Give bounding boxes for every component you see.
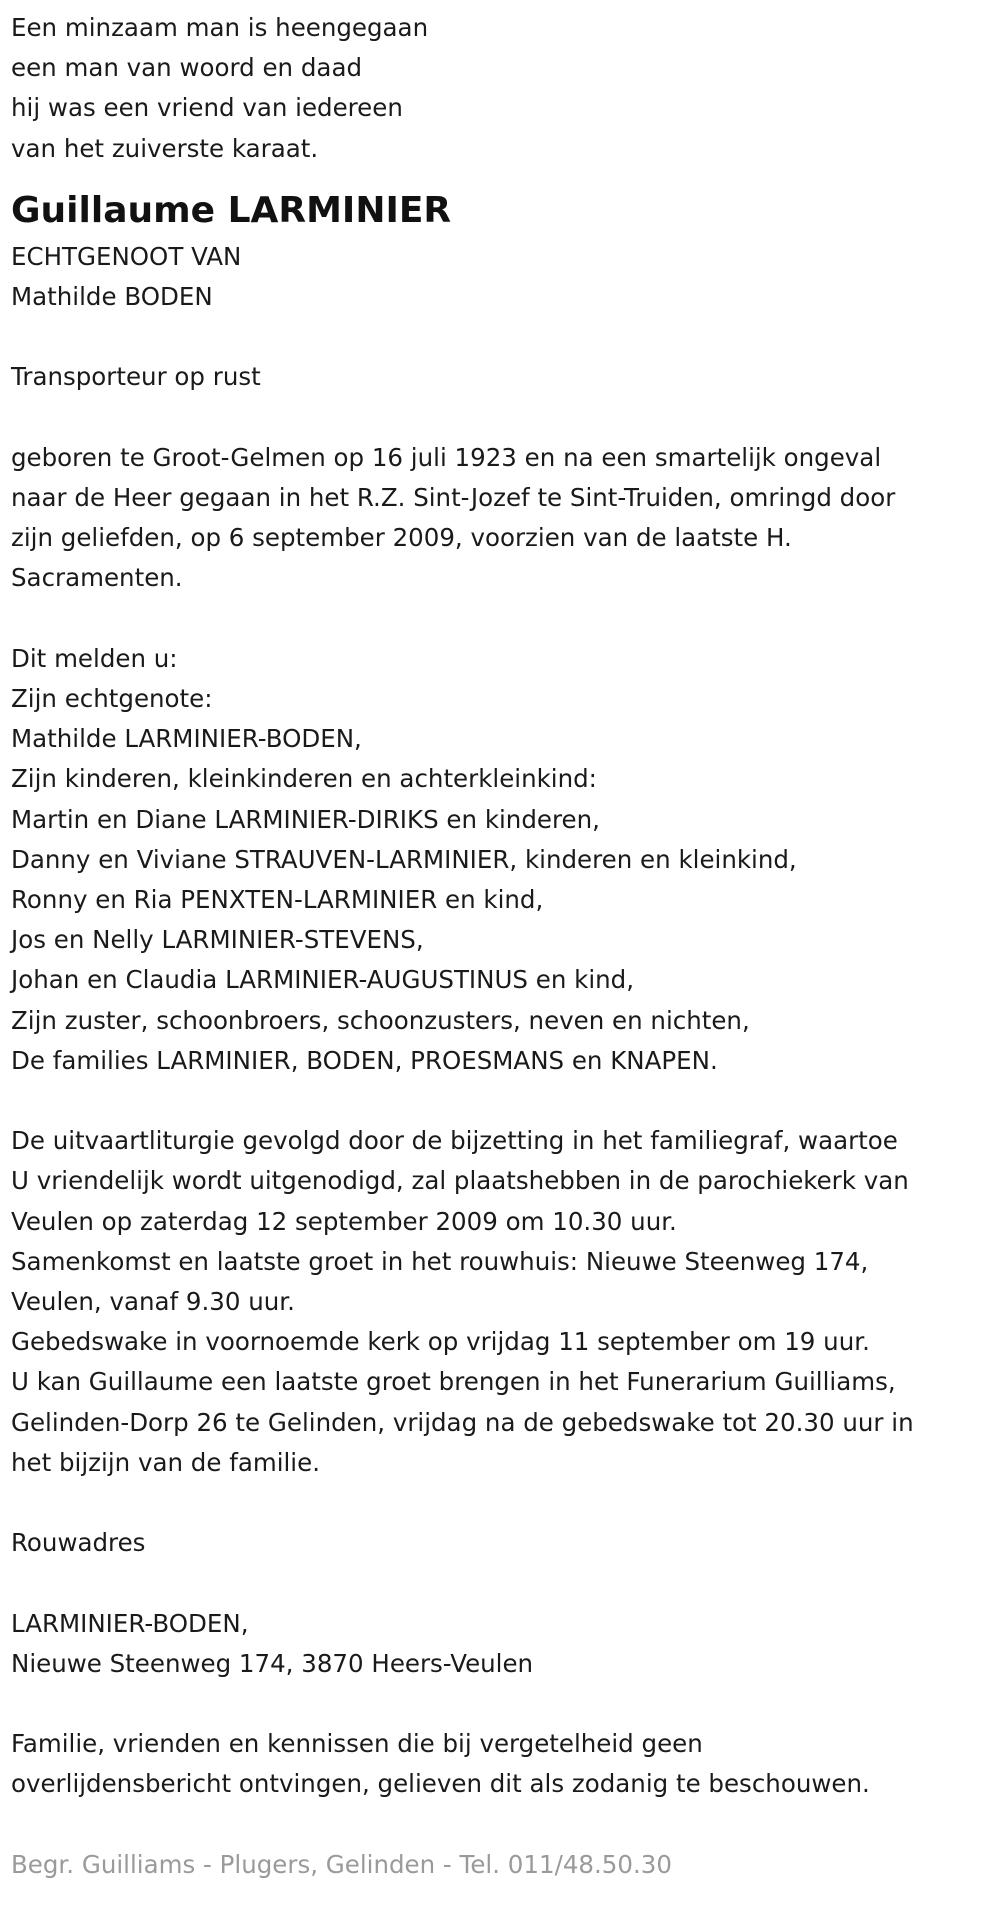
announcer-line: Mathilde LARMINIER-BODEN,: [11, 724, 362, 754]
paragraph-line: zijn geliefden, op 6 september 2009, voorzien van de laatste H.: [11, 523, 792, 553]
poem-line: Een minzaam man is heengegaan: [11, 13, 429, 42]
announcer-line: Zijn kinderen, kleinkinderen en achterkleinkind:: [11, 764, 597, 794]
funeral-details: [11, 1121, 996, 1483]
announcer-line: De families LARMINIER, BODEN, PROESMANS en KNAPEN.: [11, 1045, 718, 1075]
deceased-name: Guillaume LARMINIER: [11, 189, 452, 231]
funeral-director-footer: Begr. Guilliams - Plugers, Gelinden - Tel. 011/48.50.30: [11, 1849, 672, 1879]
spacer: [11, 1483, 996, 1523]
relation-label: ECHTGENOOT VAN: [11, 241, 242, 271]
paragraph-line: Sacramenten.: [11, 563, 183, 593]
poem-line: hij was een vriend van iedereen: [11, 93, 403, 123]
funeral-line: Gelinden-Dorp 26 te Gelinden, vrijdag na de gebedswake tot 20.30 uur in: [11, 1407, 914, 1437]
spacer: [11, 1563, 996, 1603]
funeral-line: U vriendelijk wordt uitgenodigd, zal plaatshebben in de parochiekerk van: [11, 1166, 909, 1196]
address-heading: Rouwadres: [11, 1528, 146, 1558]
announcer-line: Zijn zuster, schoonbroers, schoonzusters, neven en nichten,: [11, 1005, 750, 1035]
announcer-line: Danny en Viviane STRAUVEN-LARMINIER, kinderen en kleinkind,: [11, 844, 797, 874]
spacer: [11, 1081, 996, 1121]
obituary-page: [11, 8, 996, 1885]
birth-death-paragraph: [11, 438, 996, 599]
spouse-name: Mathilde BODEN: [11, 282, 213, 312]
poem-line: een man van woord en daad: [11, 53, 363, 83]
notice-paragraph: [11, 1724, 996, 1804]
paragraph-line: geboren te Groot-Gelmen op 16 juli 1923 en na een smartelijk ongeval: [11, 442, 882, 472]
funeral-line: De uitvaartliturgie gevolgd door de bijzetting in het familiegraf, waartoe: [11, 1126, 898, 1156]
profession: Transporteur op rust: [11, 362, 261, 392]
funeral-line: Veulen, vanaf 9.30 uur.: [11, 1287, 295, 1317]
announcers-list: [11, 639, 996, 1081]
address-street: Nieuwe Steenweg 174, 3870 Heers-Veulen: [11, 1648, 534, 1678]
announcer-line: Johan en Claudia LARMINIER-AUGUSTINUS en kind,: [11, 965, 635, 995]
deceased-info: [11, 187, 996, 398]
funeral-line: Samenkomst en laatste groet in het rouwhuis: Nieuwe Steenweg 174,: [11, 1246, 869, 1276]
address-name: LARMINIER-BODEN,: [11, 1608, 249, 1638]
funeral-line: U kan Guillaume een laatste groet brengen in het Funerarium Guilliams,: [11, 1367, 896, 1397]
announcer-line: Martin en Diane LARMINIER-DIRIKS en kinderen,: [11, 804, 600, 834]
notice-line: overlijdensbericht ontvingen, gelieven dit als zodanig te beschouwen.: [11, 1769, 870, 1799]
announcer-line: Jos en Nelly LARMINIER-STEVENS,: [11, 925, 424, 955]
funeral-line: Veulen op zaterdag 12 september 2009 om 10.30 uur.: [11, 1206, 677, 1236]
spacer: [11, 1684, 996, 1724]
spacer: [11, 317, 996, 357]
spacer: [11, 599, 996, 639]
announcer-line: Zijn echtgenote:: [11, 684, 213, 713]
funeral-line: Gebedswake in voornoemde kerk op vrijdag 11 september om 19 uur.: [11, 1327, 870, 1357]
announcer-line: Ronny en Ria PENXTEN-LARMINIER en kind,: [11, 885, 544, 915]
notice-line: Familie, vrienden en kennissen die bij vergetelheid geen: [11, 1729, 703, 1759]
spacer: [11, 1805, 996, 1845]
paragraph-line: naar de Heer gegaan in het R.Z. Sint-Jozef te Sint-Truiden, omringd door: [11, 483, 896, 512]
spacer: [11, 398, 996, 438]
memorial-poem: [11, 8, 996, 169]
announcer-line: Dit melden u:: [11, 643, 178, 673]
mourning-address: [11, 1523, 996, 1684]
poem-line: van het zuiverste karaat.: [11, 133, 319, 163]
funeral-line: het bijzijn van de familie.: [11, 1447, 320, 1477]
